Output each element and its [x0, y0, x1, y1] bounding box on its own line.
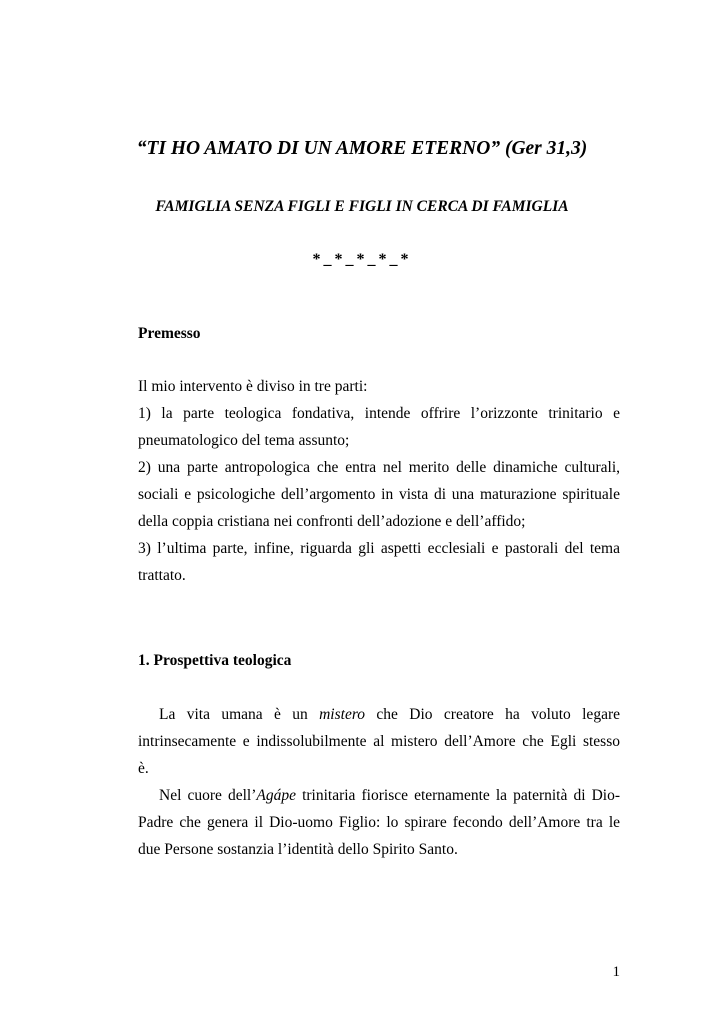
text-run: La vita umana è un: [159, 706, 320, 723]
text-run: trinitaria fiorisce eternamente la paternità di Dio-: [295, 787, 620, 804]
paragraph-line: è.: [138, 760, 149, 777]
document-title: “TI HO AMATO DI UN AMORE ETERNO” (Ger 31,3): [136, 138, 588, 159]
page-number: 1: [612, 964, 620, 980]
section-heading: 1. Prospettiva teologica: [138, 652, 292, 669]
text-run: Nel cuore dell’: [159, 787, 257, 804]
premise-heading: Premesso: [138, 325, 201, 342]
premise-line: trattato.: [138, 567, 186, 584]
premise-line: pneumatologico del tema assunto;: [138, 432, 350, 449]
paragraph-line: [138, 701, 620, 728]
text-run: che Dio creatore ha voluto legare: [365, 706, 620, 723]
paragraph-line: Padre che genera il Dio-uomo Figlio: lo spirare fecondo dell’Amore tra le: [138, 814, 620, 831]
document-subtitle: FAMIGLIA SENZA FIGLI E FIGLI IN CERCA DI FAMIGLIA: [155, 198, 569, 215]
section-separator: *_*_*_*_*: [312, 251, 412, 268]
paragraph-line: intrinsecamente e indissolubilmente al mistero dell’Amore che Egli stesso: [138, 733, 620, 750]
paragraph-line: [138, 782, 620, 809]
premise-line: della coppia cristiana nei confronti dell’adozione e dell’affido;: [138, 513, 526, 530]
premise-line: 2) una parte antropologica che entra nel merito delle dinamiche culturali,: [138, 459, 620, 476]
emphasis-text: mistero: [319, 706, 366, 723]
paragraph-line: due Persone sostanzia l’identità dello Spirito Santo.: [138, 841, 458, 858]
emphasis-text: Agápe: [256, 787, 296, 804]
premise-line: Il mio intervento è diviso in tre parti:: [138, 378, 368, 395]
premise-paragraph: [138, 373, 620, 589]
premise-line: 3) l’ultima parte, infine, riguarda gli aspetti ecclesiali e pastorali del tema: [138, 540, 620, 557]
section-paragraph: [138, 701, 620, 863]
premise-line: 1) la parte teologica fondativa, intende offrire l’orizzonte trinitario e: [138, 405, 620, 422]
premise-line: sociali e psicologiche dell’argomento in vista di una maturazione spirituale: [138, 486, 620, 503]
